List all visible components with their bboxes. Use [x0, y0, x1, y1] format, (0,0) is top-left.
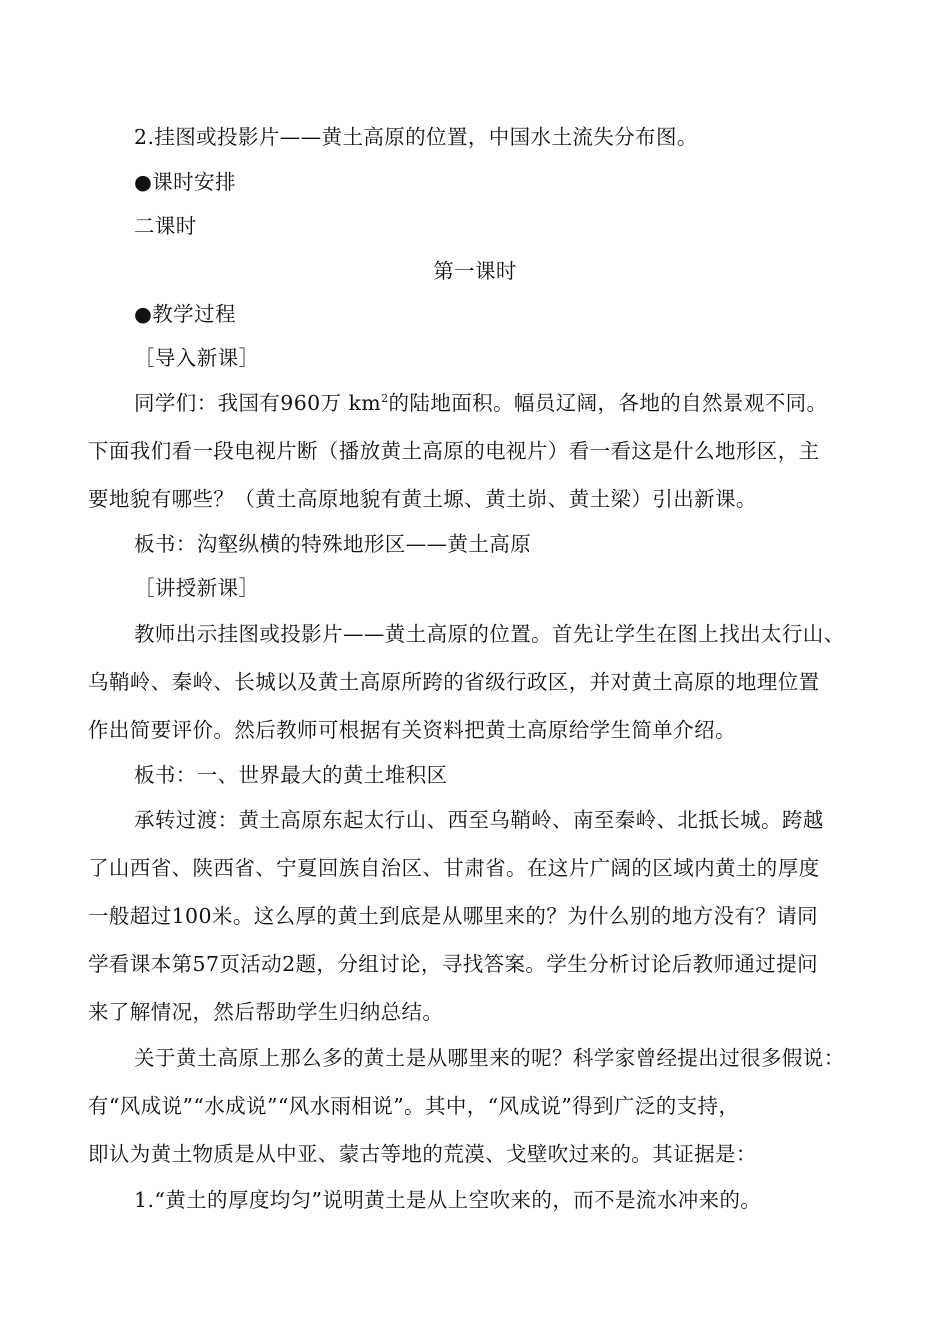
paragraph-line: 教师出示挂图或投影片——黄土高原的位置。首先让学生在图上找出太行山、: [134, 622, 845, 646]
section-heading: ●课时安排: [134, 170, 236, 194]
lesson-title: 第一课时: [433, 259, 517, 283]
board-note: 板书：沟壑纵横的特殊地形区——黄土高原: [134, 532, 532, 556]
section-heading: ●教学过程: [134, 302, 236, 326]
text-line: 2.挂图或投影片——黄土高原的位置，中国水土流失分布图。: [134, 125, 698, 149]
text-span: 同学们：我国有960万 km: [134, 391, 382, 415]
paragraph-line: 作出简要评价。然后教师可根据有关资料把黄土高原给学生简单介绍。: [88, 718, 736, 742]
paragraph-line: 来了解情况，然后帮助学生归纳总结。: [88, 1000, 444, 1024]
paragraph-line: 要地貌有哪些？（黄土高原地貌有黄土塬、黄土峁、黄土梁）引出新课。: [88, 487, 757, 511]
paragraph-line: 即认为黄土物质是从中亚、蒙古等地的荒漠、戈壁吹过来的。其证据是：: [88, 1142, 757, 1166]
paragraph-line: 有“风成说”“水成说”“风水雨相说”。其中，“风成说”得到广泛的支持，: [88, 1094, 740, 1118]
paragraph-line: [134, 388, 914, 418]
paragraph-line: 学看课本第57页活动2题，分组讨论，寻找答案。学生分析讨论后教师通过提问: [88, 952, 819, 976]
paragraph-line: 承转过渡：黄土高原东起太行山、西至乌鞘岭、南至秦岭、北抵长城。跨越: [134, 808, 824, 832]
subsection-heading: ［导入新课］: [134, 346, 260, 370]
superscript: 2: [381, 392, 389, 405]
paragraph-line: 下面我们看一段电视片断（播放黄土高原的电视片）看一看这是什么地形区，主: [88, 439, 820, 463]
text-span: 的陆地面积。幅员辽阔，各地的自然景观不同。: [388, 391, 828, 415]
board-note: 板书：一、世界最大的黄土堆积区: [134, 763, 448, 787]
list-item: 1.“黄土的厚度均匀”说明黄土是从上空吹来的，而不是流水冲来的。: [134, 1188, 762, 1212]
paragraph-line: 乌鞘岭、秦岭、长城以及黄土高原所跨的省级行政区，并对黄土高原的地理位置: [88, 670, 820, 694]
paragraph-line: 一般超过100米。这么厚的黄土到底是从哪里来的？为什么别的地方没有？请同: [88, 904, 819, 928]
paragraph-line: 了山西省、陕西省、宁夏回族自治区、甘肃省。在这片广阔的区域内黄土的厚度: [88, 856, 820, 880]
text-line: 二课时: [134, 214, 197, 238]
subsection-heading: ［讲授新课］: [134, 576, 260, 600]
paragraph-line: 关于黄土高原上那么多的黄土是从哪里来的呢？科学家曾经提出过很多假说：: [134, 1046, 845, 1070]
